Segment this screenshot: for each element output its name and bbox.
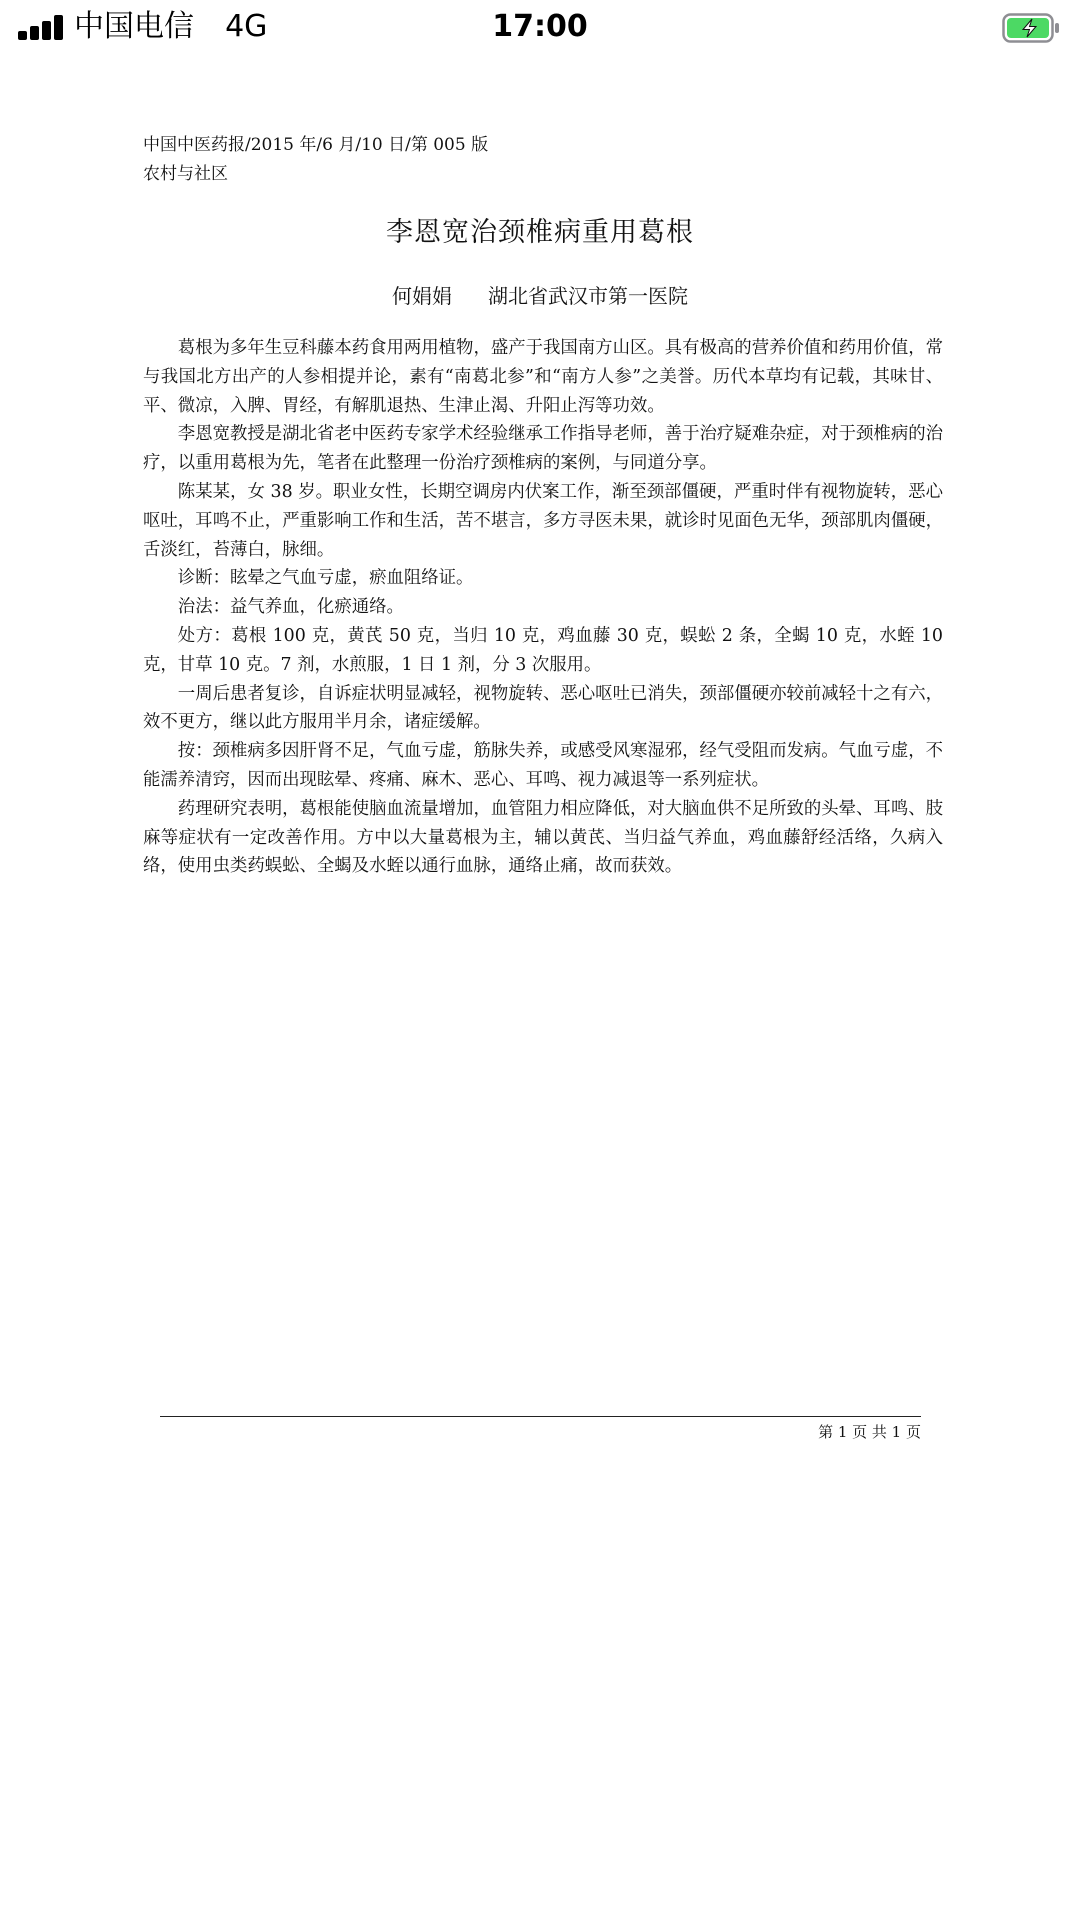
paragraph: 药理研究表明，葛根能使脑血流量增加，血管阻力相应降低，对大脑血供不足所致的头晕、耳鸣、肢麻等症状有一定改善作用。方中以大量葛根为主，辅以黄芪、当归益气养血，鸡血藤舒经活络，久病入络，使用虫类药蜈蚣、全蝎及水蛭以通行血脉，通络止痛，故而获效。 xyxy=(143,798,943,877)
article-body xyxy=(143,334,943,881)
paragraph: 葛根为多年生豆科藤本药食用两用植物，盛产于我国南方山区。具有极高的营养价值和药用价值，常与我国北方出产的人参相提并论，素有“南葛北参”和“南方人参”之美誉。历代本草均有记载，其味甘、平、微凉，入脾、胃经，有解肌退热、生津止渴、升阳止泻等功效。 xyxy=(143,338,943,416)
carrier-name: 中国电信 xyxy=(74,9,194,44)
paragraph: 一周后患者复诊，自诉症状明显减轻，视物旋转、恶心呕吐已消失，颈部僵硬亦较前减轻十之有六，效不更方，继以此方服用半月余，诸症缓解。 xyxy=(143,683,943,733)
section-label: 农村与社区 xyxy=(143,164,228,184)
network-type: 4G xyxy=(225,9,268,44)
paragraph-diagnosis: 诊断：眩晕之气血亏虚，瘀血阻络证。 xyxy=(177,568,474,589)
article-title: 李恩宽治颈椎病重用葛根 xyxy=(386,217,694,248)
paragraph-prescription: 处方：葛根 100 克，黄芪 50 克，当归 10 克，鸡血藤 30 克，蜈蚣 2 条，全蝎 10 克，水蛭 10 克，甘草 10 克。7 剂，水煎服，1 日 1 剂，分 3 次服用。 xyxy=(143,625,943,675)
author-affiliation: 湖北省武汉市第一医院 xyxy=(488,284,688,308)
footer-divider xyxy=(160,1416,921,1417)
paragraph-commentary: 按：颈椎病多因肝肾不足，气血亏虚，筋脉失养，或感受风寒湿邪，经气受阻而发病。气血亏虚，不能濡养清窍，因而出现眩晕、疼痛、麻木、恶心、耳鸣、视力减退等一系列症状。 xyxy=(143,741,943,790)
paragraph: 李恩宽教授是湖北省老中医药专家学术经验继承工作指导老师，善于治疗疑难杂症，对于颈椎病的治疗，以重用葛根为先，笔者在此整理一份治疗颈椎病的案例，与同道分享。 xyxy=(143,424,943,474)
paragraph: 陈某某，女 38 岁。职业女性，长期空调房内伏案工作，渐至颈部僵硬，严重时伴有视物旋转，恶心呕吐，耳鸣不止，严重影响工作和生活，苦不堪言，多方寻医未果，就诊时见面色无华，颈部肌肉僵硬，舌淡红，苔薄白，脉细。 xyxy=(143,481,943,560)
page-number: 第 1 页 共 1 页 xyxy=(818,1423,921,1441)
publication-source: 中国中医药报/2015 年/6 月/10 日/第 005 版 xyxy=(143,135,489,155)
byline xyxy=(0,281,1080,311)
paragraph-treatment: 治法：益气养血，化瘀通络。 xyxy=(177,597,404,618)
clock: 17:00 xyxy=(492,9,588,44)
author-name: 何娟娟 xyxy=(392,284,452,308)
